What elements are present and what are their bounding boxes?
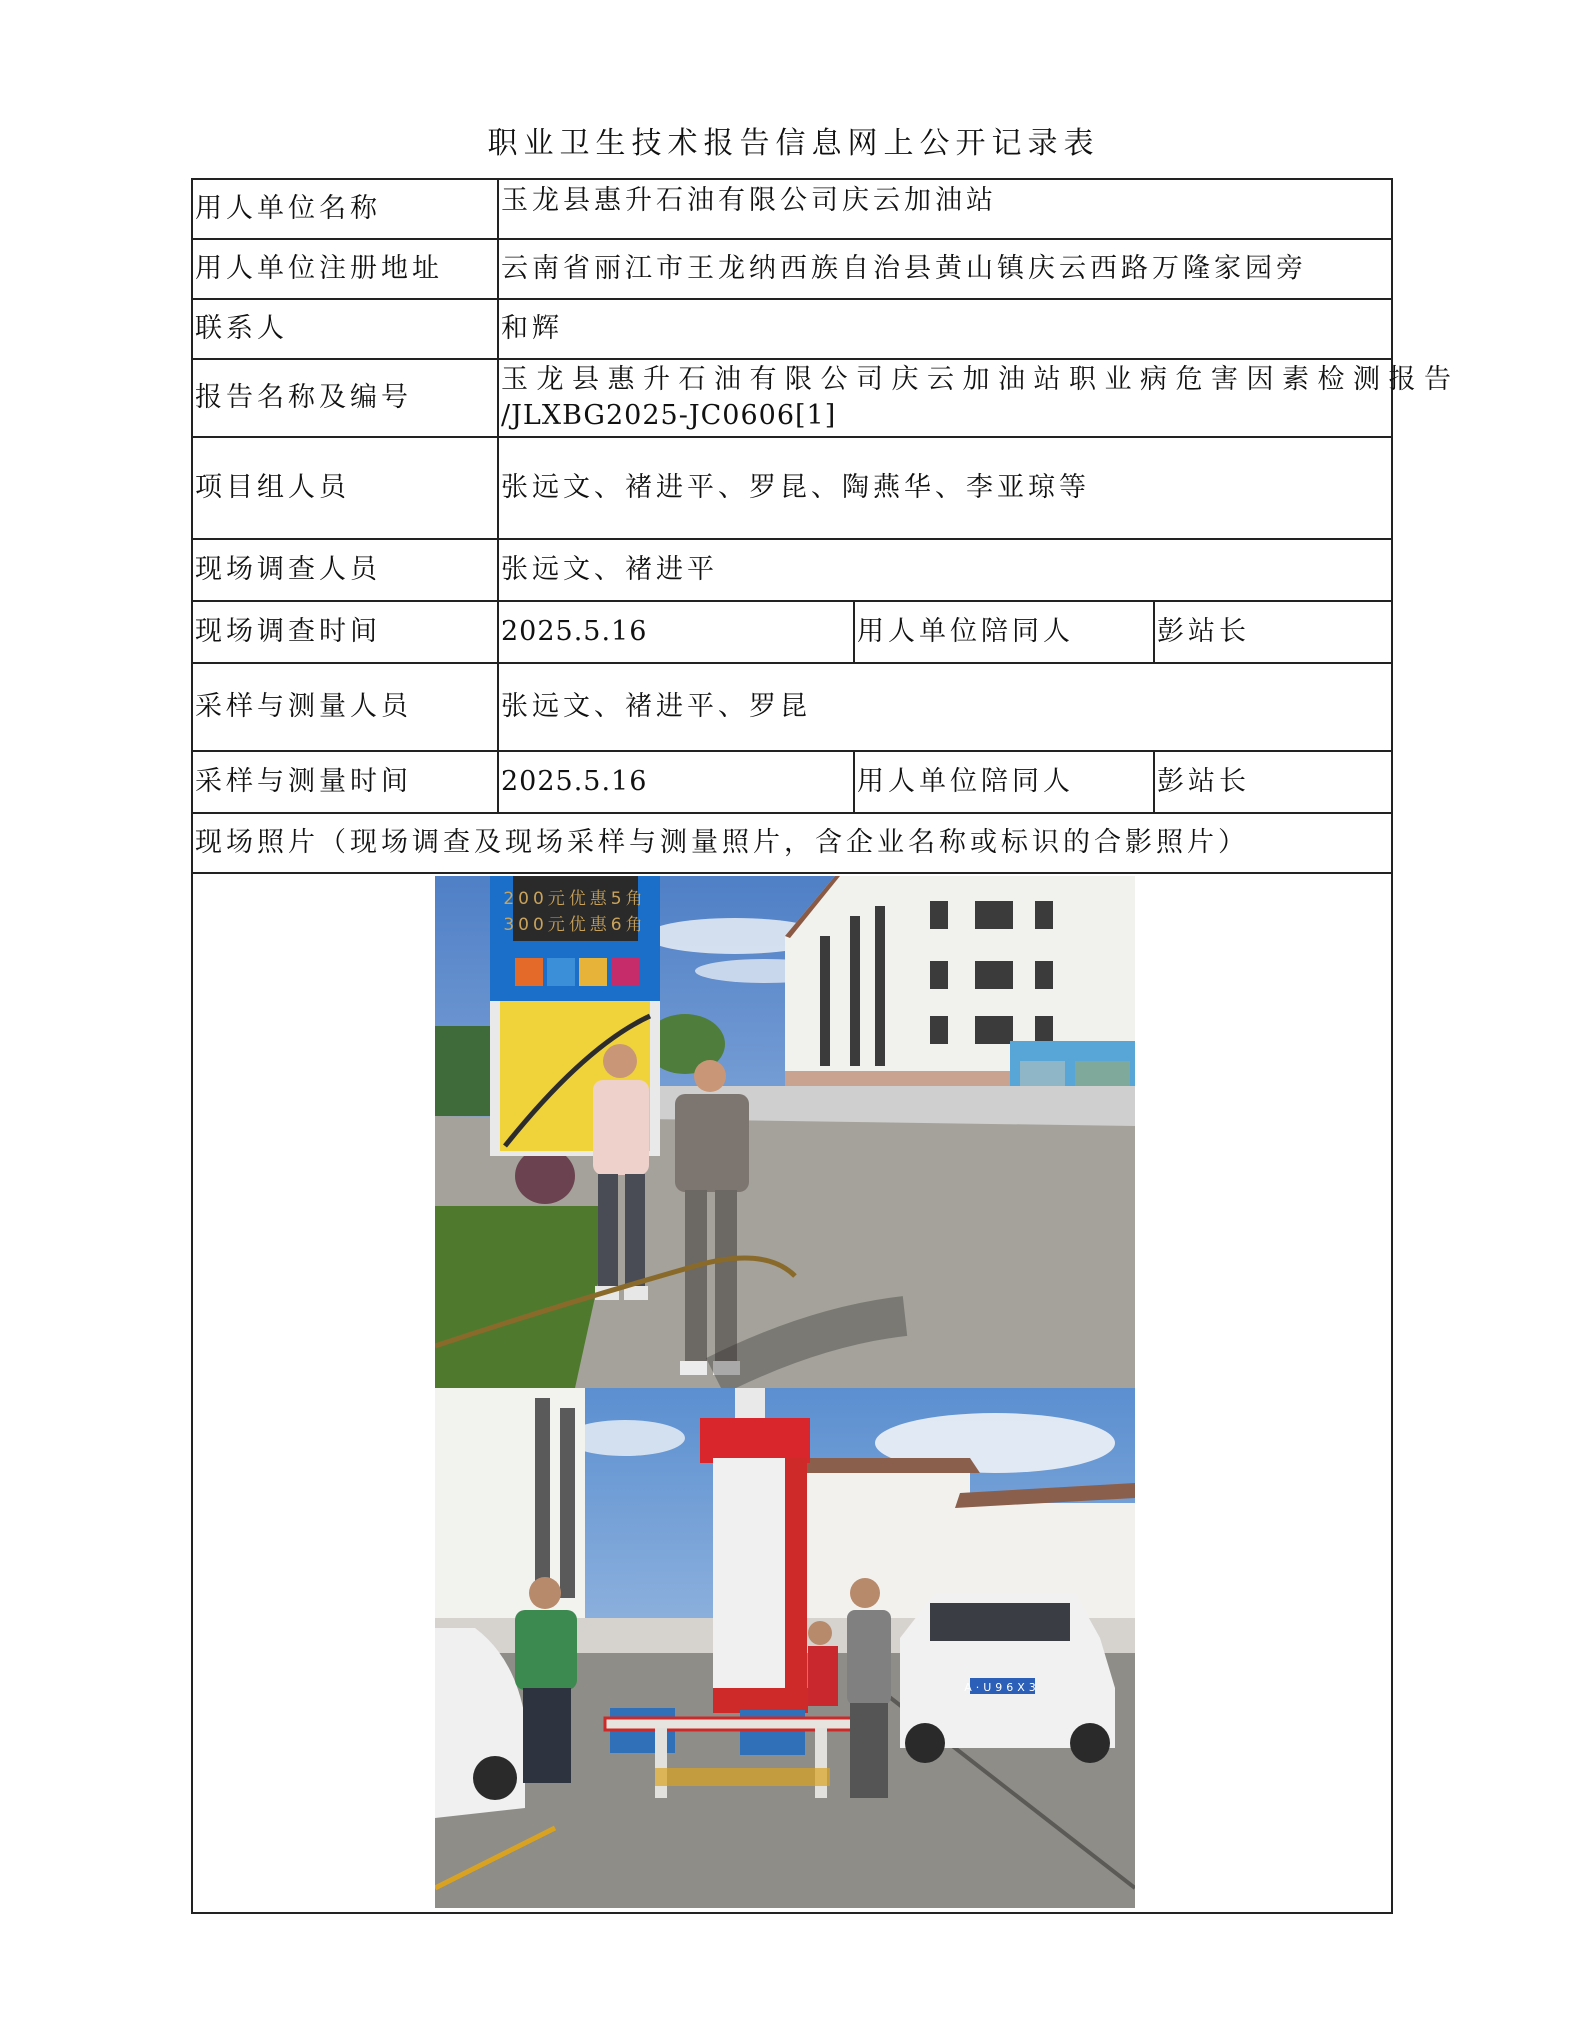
row-photos-header bbox=[192, 813, 1392, 873]
survey-time-value: 2025.5.16 bbox=[498, 601, 854, 663]
row-survey-time bbox=[192, 601, 1392, 663]
row-project-team bbox=[192, 437, 1392, 539]
survey-staff-value: 张远文、褚进平 bbox=[498, 539, 1392, 601]
row-employer-name bbox=[192, 179, 1392, 239]
row-sampling-time bbox=[192, 751, 1392, 813]
project-team-label: 项目组人员 bbox=[192, 437, 498, 539]
record-table bbox=[191, 178, 1460, 1914]
sampling-photo-image bbox=[435, 1388, 1135, 1908]
sampling-time-value: 2025.5.16 bbox=[498, 751, 854, 813]
survey-time-label: 现场调查时间 bbox=[192, 601, 498, 663]
survey-companion-label: 用人单位陪同人 bbox=[854, 601, 1154, 663]
survey-companion-value: 彭站长 bbox=[1154, 601, 1392, 663]
employer-name-label: 用人单位名称 bbox=[192, 179, 498, 239]
contact-value: 和辉 bbox=[498, 299, 1392, 359]
row-sampling-staff bbox=[192, 663, 1392, 751]
survey-staff-label: 现场调查人员 bbox=[192, 539, 498, 601]
sign-price-line1: 200元优惠5角 bbox=[503, 889, 647, 909]
report-value bbox=[498, 359, 1460, 437]
employer-name-value: 玉龙县惠升石油有限公司庆云加油站 bbox=[498, 179, 1392, 239]
group-photo-image bbox=[435, 876, 1135, 1388]
row-survey-staff bbox=[192, 539, 1392, 601]
license-plate-text: A·U96X3 bbox=[964, 1681, 1040, 1694]
sampling-companion-value: 彭站长 bbox=[1154, 751, 1392, 813]
report-number: /JLXBG2025-JC0606[1] bbox=[501, 400, 837, 431]
photos-cell bbox=[192, 873, 1392, 1913]
project-team-value: 张远文、褚进平、罗昆、陶燕华、李亚琼等 bbox=[498, 437, 1392, 539]
row-photos bbox=[192, 873, 1392, 1913]
site-photo-group bbox=[435, 876, 1135, 1388]
sampling-staff-value: 张远文、褚进平、罗昆 bbox=[498, 663, 1392, 751]
contact-label: 联系人 bbox=[192, 299, 498, 359]
row-employer-address bbox=[192, 239, 1392, 299]
report-label: 报告名称及编号 bbox=[192, 359, 498, 437]
photos-label: 现场照片（现场调查及现场采样与测量照片，含企业名称或标识的合影照片） bbox=[192, 813, 1392, 873]
sampling-companion-label: 用人单位陪同人 bbox=[854, 751, 1154, 813]
employer-address-value: 云南省丽江市王龙纳西族自治县黄山镇庆云西路万隆家园旁 bbox=[498, 239, 1392, 299]
report-name: 玉龙县惠升石油有限公司庆云加油站职业病危害因素检测报告 bbox=[501, 364, 1460, 395]
employer-address-label: 用人单位注册地址 bbox=[192, 239, 498, 299]
sampling-staff-label: 采样与测量人员 bbox=[192, 663, 498, 751]
sign-price-line2: 300元优惠6角 bbox=[503, 915, 647, 935]
sampling-time-label: 采样与测量时间 bbox=[192, 751, 498, 813]
row-report bbox=[192, 359, 1392, 437]
row-contact bbox=[192, 299, 1392, 359]
page-title: 职业卫生技术报告信息网上公开记录表 bbox=[487, 126, 1100, 161]
site-photo-sampling bbox=[435, 1388, 1135, 1908]
